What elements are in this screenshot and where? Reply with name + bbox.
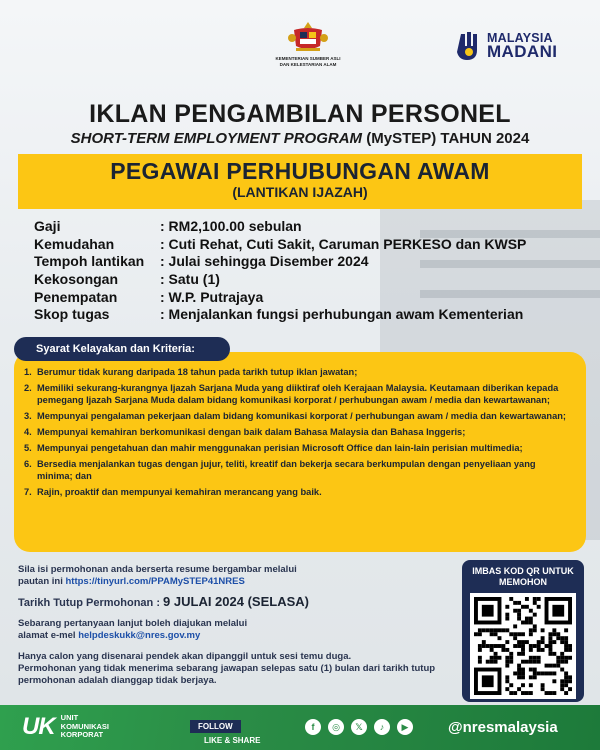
- criteria-item: [24, 458, 572, 483]
- info-key: Penempatan: [34, 288, 118, 305]
- application-link[interactable]: https://tinyurl.com/PPAMySTEP41NRES: [65, 575, 245, 587]
- criteria-item: [24, 442, 572, 454]
- application-info: [18, 564, 450, 686]
- criteria-text: Mempunyai pengetahuan dan mahir menggunakan perisian Microsoft Office dan lain-lain perisian multimedia;: [37, 443, 523, 454]
- info-row: [34, 218, 584, 236]
- info-row: [34, 271, 584, 289]
- info-value: : Satu (1): [160, 271, 220, 288]
- criteria-item: [24, 486, 572, 498]
- qr-title: IMBAS KOD QR UNTUK MEMOHON: [472, 566, 574, 587]
- like-share-label: LIKE & SHARE: [204, 736, 261, 745]
- qr-code-icon: [474, 597, 572, 695]
- facebook-icon[interactable]: f: [305, 719, 321, 735]
- madani-line1: MALAYSIA: [487, 31, 553, 45]
- criteria-number: 7.: [24, 487, 32, 498]
- social-handle[interactable]: @nresmalaysia: [448, 719, 558, 736]
- unit-line3: KORPORAT: [60, 730, 104, 740]
- deadline: [18, 593, 450, 610]
- ministry-logo: [272, 20, 344, 67]
- apply-line2-prefix: pautan ini: [18, 575, 66, 587]
- position-type: (LANTIKAN IJAZAH): [232, 184, 368, 200]
- enquiry-line2: [18, 630, 450, 642]
- info-value: : Menjalankan fungsi perhubungan awam Kementerian: [160, 306, 524, 323]
- follow-label: FOLLOW: [190, 720, 241, 733]
- job-info-table: [34, 218, 584, 324]
- criteria-text: Memiliki sekurang-kurangnya Ijazah Sarjana Muda yang diiktiraf oleh Kerajaan Malaysia. Keutamaan diberikan kepada pemegang Ijazah Sarjana Muda dalam bidang komunikasi korporat / perhubungan awam / media dan kewartawanan;: [37, 382, 559, 406]
- info-key: Kekosongan: [34, 271, 119, 288]
- page-title: IKLAN PENGAMBILAN PERSONEL: [89, 100, 511, 128]
- social-icons: [305, 719, 413, 735]
- program-suffix: (MySTEP) TAHUN 2024: [362, 130, 530, 147]
- position-banner: [18, 154, 582, 209]
- instagram-icon[interactable]: ◎: [328, 719, 344, 735]
- enquiry-line2-prefix: alamat e-mel: [18, 630, 79, 642]
- enquiry-email-link[interactable]: helpdeskukk@nres.gov.my: [78, 630, 201, 642]
- criteria-text: Berumur tidak kurang daripada 18 tahun pada tarikh tutup iklan jawatan;: [37, 367, 358, 377]
- info-row: [34, 236, 584, 254]
- malaysia-madani-logo: [455, 28, 557, 62]
- criteria-text: Rajin, proaktif dan mempunyai kemahiran merancang yang baik.: [37, 487, 322, 498]
- position-name: PEGAWAI PERHUBUNGAN AWAM: [110, 158, 490, 184]
- no-reply-note: Permohonan yang tidak menerima sebarang jawapan selepas satu (1) bulan dari tarikh tutup permohonan adalah dianggap tidak berjaya.: [18, 662, 436, 686]
- coat-of-arms-icon: [288, 20, 328, 54]
- shortlist-note: Hanya calon yang disenarai pendek akan dipanggil untuk sesi temu duga.: [18, 650, 352, 662]
- tiktok-icon[interactable]: ♪: [374, 719, 390, 735]
- criteria-item: [24, 410, 572, 422]
- madani-hand-icon: [455, 28, 483, 62]
- unit-line2: KOMUNIKASI: [60, 721, 110, 731]
- criteria-item: [24, 426, 572, 438]
- deadline-label: Tarikh Tutup Permohonan :: [18, 596, 164, 609]
- info-key: Skop tugas: [34, 306, 110, 323]
- enquiry-line1: Sebarang pertanyaan lanjut boleh diajukan melalui: [18, 618, 248, 630]
- criteria-number: 2.: [24, 382, 32, 393]
- criteria-heading: Syarat Kelayakan dan Kriteria:: [14, 337, 230, 361]
- info-row: [34, 289, 584, 307]
- criteria-text: Mempunyai pengalaman pekerjaan dalam bidang komunikasi korporat / perhubungan awam / media dan kewartawanan;: [37, 411, 567, 422]
- criteria-number: 6.: [24, 458, 32, 469]
- footer: [0, 705, 600, 750]
- info-key: Kemudahan: [34, 235, 115, 252]
- unit-line1: UNIT: [60, 713, 79, 723]
- x-icon[interactable]: 𝕏: [351, 719, 367, 735]
- ministry-name: KEMENTERIAN SUMBER ASLI DAN KELESTARIAN ALAM: [275, 56, 341, 67]
- youtube-icon[interactable]: ▶: [397, 719, 413, 735]
- follow-badge: [190, 716, 280, 745]
- madani-line2: MADANI: [487, 42, 558, 61]
- info-key: Tempoh lantikan: [34, 253, 145, 270]
- criteria-number: 3.: [24, 411, 32, 422]
- info-row: [34, 253, 584, 271]
- criteria-text: Bersedia menjalankan tugas dengan jujur, teliti, kreatif dan bekerja secara berkumpulan dengan penyeliaan yang minima; dan: [37, 458, 536, 482]
- page-subtitle: [0, 130, 600, 147]
- criteria-item: [24, 366, 572, 378]
- criteria-number: 1.: [24, 367, 32, 377]
- info-value: : RM2,100.00 sebulan: [160, 218, 302, 234]
- criteria-box: [14, 352, 586, 552]
- info-row: [34, 306, 584, 324]
- apply-line1: Sila isi permohonan anda berserta resume bergambar melalui: [18, 564, 297, 575]
- info-value: : W.P. Putrajaya: [160, 288, 264, 305]
- apply-line2: [18, 576, 450, 588]
- program-name: SHORT-TERM EMPLOYMENT PROGRAM: [70, 130, 363, 147]
- criteria-number: 5.: [24, 443, 32, 454]
- uk-logo-mark: UK: [22, 713, 55, 740]
- criteria-number: 4.: [24, 427, 32, 438]
- info-value: : Julai sehingga Disember 2024: [160, 253, 369, 270]
- qr-code[interactable]: [470, 593, 576, 699]
- info-key: Gaji: [34, 218, 61, 234]
- criteria-item: [24, 382, 572, 407]
- criteria-text: Mempunyai kemahiran berkomunikasi dengan baik dalam Bahasa Malaysia dan Bahasa Inggeris;: [37, 427, 466, 438]
- unit-komunikasi-logo: [22, 713, 109, 741]
- deadline-value: 9 JULAI 2024 (SELASA): [163, 593, 309, 609]
- qr-panel: [462, 560, 584, 702]
- info-value: : Cuti Rehat, Cuti Sakit, Caruman PERKESO dan KWSP: [160, 235, 527, 252]
